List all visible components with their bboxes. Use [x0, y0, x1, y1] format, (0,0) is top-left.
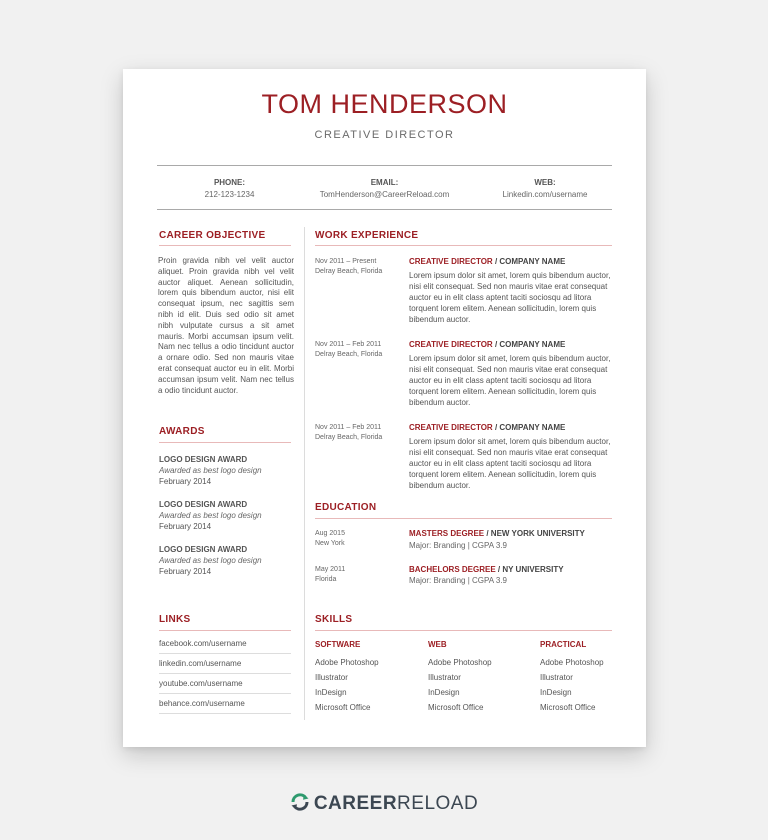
job-title — [409, 340, 565, 349]
skill-item: Adobe Photoshop — [315, 658, 379, 667]
job-description: Lorem ipsum dolor sit amet, lorem quis bibendum auctor, nisi elit consequat. Sed non mauris vitae erat consequat auctor eu in elit class aptent taciti sociosqu ad litora torquent lorem elitem. Aenean sollicitudin, lorem quis bibendum auctor. — [409, 437, 611, 490]
job-company: / COMPANY NAME — [492, 423, 566, 432]
edu-school: / NY UNIVERSITY — [495, 565, 564, 574]
job-dates — [315, 423, 405, 443]
education-title: EDUCATION — [315, 502, 377, 513]
web-label: WEB: — [534, 178, 556, 187]
edu-title — [409, 565, 564, 574]
skill-column-practical — [540, 640, 604, 715]
work-title: WORK EXPERIENCE — [315, 230, 419, 241]
brand-footer — [0, 792, 768, 818]
contact-email — [287, 178, 482, 199]
header-bottom-rule — [157, 209, 612, 210]
award-title: LOGO DESIGN AWARD — [159, 455, 248, 464]
skill-item: Adobe Photoshop — [428, 658, 492, 667]
skill-item: Microsoft Office — [315, 703, 371, 712]
edu-major: Major: Branding | CGPA 3.9 — [409, 576, 507, 585]
resume-page — [123, 69, 646, 747]
contact-web — [475, 178, 615, 199]
objective-text: Proin gravida nibh vel velit auctor aliquet. Proin gravida nibh vel velit auctor aliquet. Aenean sollicitudin, lorem quis bibendum auctor, nisi elit consequat ipsum, nec sagittis sem nibh id elit. Duis sed odio sit amet nibh vulputate cursus a sit amet mauris. Morbi accumsan ipsum velit. Nam nec tellus a odio tincidunt auctor a ornare odio. Sed non mauris vitae erat consequat auctor eu in elit. Morbi accumsan ipsum velit. Nam nec tellus a odio tincidunt auctor. — [158, 256, 294, 395]
edu-major: Major: Branding | CGPA 3.9 — [409, 541, 507, 550]
skill-item: InDesign — [540, 688, 572, 697]
edu-place: Florida — [315, 576, 337, 583]
job-location: Delray Beach, Florida — [315, 268, 383, 275]
job-period: Nov 2011 – Present — [315, 258, 377, 265]
job-title — [409, 423, 565, 432]
link-youtube[interactable]: youtube.com/username — [159, 679, 243, 688]
job-title — [409, 257, 565, 266]
resume-role: CREATIVE DIRECTOR — [314, 129, 455, 141]
work-rule — [315, 245, 612, 246]
link-linkedin[interactable]: linkedin.com/username — [159, 659, 242, 668]
link-separator — [159, 653, 291, 654]
links-rule — [159, 630, 291, 631]
phone-label: PHONE: — [213, 178, 246, 187]
award-subtitle: Awarded as best logo design — [159, 556, 262, 565]
job-company: / COMPANY NAME — [492, 257, 566, 266]
job-location: Delray Beach, Florida — [315, 351, 383, 358]
skill-column-web — [428, 640, 492, 715]
link-facebook[interactable]: facebook.com/username — [159, 639, 247, 648]
job-period: Nov 2011 – Feb 2011 — [315, 341, 382, 348]
job-role: CREATIVE DIRECTOR — [409, 423, 493, 432]
skill-item: Microsoft Office — [428, 703, 484, 712]
brand-name-reload: RELOAD — [397, 793, 479, 814]
link-separator — [159, 693, 291, 694]
edu-degree: BACHELORS DEGREE — [409, 565, 496, 574]
education-rule — [315, 518, 612, 519]
job-description: Lorem ipsum dolor sit amet, lorem quis bibendum auctor, nisi elit consequat. Sed non mauris vitae erat consequat auctor eu in elit class aptent taciti sociosqu ad litora torquent lorem elitem. Aenean sollicitudin, lorem quis bibendum auctor. — [409, 271, 611, 324]
links-title: LINKS — [159, 614, 191, 625]
job-location: Delray Beach, Florida — [315, 434, 383, 441]
awards-rule — [159, 442, 291, 443]
award-title: LOGO DESIGN AWARD — [159, 500, 248, 509]
objective-rule — [159, 245, 291, 246]
skill-item: Adobe Photoshop — [540, 658, 604, 667]
award-date: February 2014 — [159, 477, 212, 486]
edu-school: / NEW YORK UNIVERSITY — [484, 529, 585, 538]
award-item — [159, 454, 262, 487]
job-dates — [315, 340, 405, 360]
award-date: February 2014 — [159, 567, 212, 576]
award-subtitle: Awarded as best logo design — [159, 466, 262, 475]
objective-title: CAREER OBJECTIVE — [159, 230, 266, 241]
edu-dates — [315, 565, 345, 585]
skill-item: Illustrator — [428, 673, 461, 682]
brand-name-career: CAREER — [313, 793, 398, 814]
award-subtitle: Awarded as best logo design — [159, 511, 262, 520]
phone-value: 212-123-1234 — [204, 190, 255, 199]
job-company: / COMPANY NAME — [492, 340, 566, 349]
edu-dates — [315, 529, 345, 549]
email-label: EMAIL: — [370, 178, 399, 187]
awards-title: AWARDS — [159, 426, 205, 437]
link-separator — [159, 673, 291, 674]
award-title: LOGO DESIGN AWARD — [159, 545, 248, 554]
job-description: Lorem ipsum dolor sit amet, lorem quis bibendum auctor, nisi elit consequat. Sed non mauris vitae erat consequat auctor eu in elit class aptent taciti sociosqu ad litora torquent lorem elitem. Aenean sollicitudin, lorem quis bibendum auctor. — [409, 354, 611, 407]
web-value: Linkedin.com/username — [502, 190, 588, 199]
skill-heading: WEB — [428, 640, 447, 649]
contact-phone — [157, 178, 302, 199]
edu-date: May 2011 — [315, 566, 346, 573]
link-separator — [159, 713, 291, 714]
job-role: CREATIVE DIRECTOR — [409, 257, 493, 266]
job-period: Nov 2011 – Feb 2011 — [315, 424, 382, 431]
link-behance[interactable]: behance.com/username — [159, 699, 245, 708]
edu-date: Aug 2015 — [315, 530, 345, 537]
skills-title: SKILLS — [315, 614, 353, 625]
award-item — [159, 544, 262, 577]
skill-item: InDesign — [428, 688, 460, 697]
edu-degree: MASTERS DEGREE — [409, 529, 485, 538]
header-top-rule — [157, 165, 612, 166]
award-date: February 2014 — [159, 522, 212, 531]
skills-rule — [315, 630, 612, 631]
resume-name: TOM HENDERSON — [261, 89, 508, 119]
skill-item: Illustrator — [540, 673, 573, 682]
skill-heading: SOFTWARE — [315, 640, 361, 649]
award-item — [159, 499, 262, 532]
skill-heading: PRACTICAL — [540, 640, 587, 649]
skill-column-software — [315, 640, 379, 715]
job-role: CREATIVE DIRECTOR — [409, 340, 493, 349]
edu-place: New York — [315, 540, 345, 547]
email-value: TomHenderson@CareerReload.com — [319, 190, 450, 199]
job-dates — [315, 257, 405, 277]
skill-item: InDesign — [315, 688, 347, 697]
column-divider — [304, 227, 305, 720]
skill-item: Microsoft Office — [540, 703, 596, 712]
edu-title — [409, 529, 585, 538]
skill-item: Illustrator — [315, 673, 348, 682]
circular-arrows-icon — [290, 792, 310, 818]
